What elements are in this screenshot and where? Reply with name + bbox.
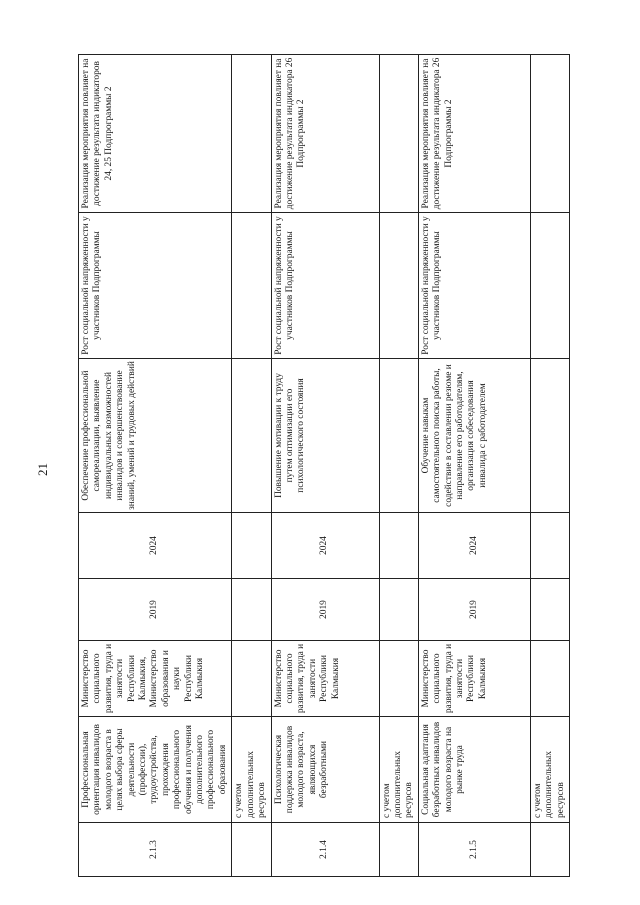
empty-cell <box>530 823 569 877</box>
row-number: 2.1.4 <box>271 823 379 877</box>
row-number: 2.1.5 <box>418 823 530 877</box>
table-row <box>530 55 569 877</box>
activity-cell: Социальная адаптация безработных инвалидов молодого возраста на рынке труда <box>418 717 530 823</box>
result-cell: Рост социальной напряженности у участников Подпрограммы <box>418 213 530 359</box>
end-year-cell: 2024 <box>271 513 379 579</box>
table-row <box>418 55 530 877</box>
empty-cell <box>232 641 271 717</box>
empty-cell <box>379 823 418 877</box>
row-number: 2.1.3 <box>79 823 232 877</box>
activities-table <box>78 54 570 877</box>
empty-cell <box>530 213 569 359</box>
empty-cell <box>530 55 569 213</box>
start-year-cell: 2019 <box>79 579 232 641</box>
page-number: 21 <box>35 463 50 476</box>
executor-cell: Министерство социального развития, труда и занятости Республики Калмыкия <box>271 641 379 717</box>
empty-cell <box>232 55 271 213</box>
start-year-cell: 2019 <box>418 579 530 641</box>
table-row <box>379 55 418 877</box>
empty-cell <box>232 359 271 513</box>
content-cell: Обеспечение профессиональной самореализации, выявление индивидуальных возможностей инвалидов и совершенствование знаний, умений и трудовых действий <box>79 359 232 513</box>
resources-cell: с учетом дополнительных ресурсов <box>232 717 271 823</box>
resources-cell: с учетом дополнительных ресурсов <box>379 717 418 823</box>
activity-cell: Психологическая поддержка инвалидов молодого возраста, являющихся безработными <box>271 717 379 823</box>
empty-cell <box>530 513 569 579</box>
result-cell: Рост социальной напряженности у участников Подпрограммы <box>79 213 232 359</box>
empty-cell <box>530 579 569 641</box>
empty-cell <box>530 359 569 513</box>
empty-cell <box>379 579 418 641</box>
indicator-cell: Реализация мероприятия повлияет на достижение результата индикатора 26 Подпрограммы 2 <box>271 55 379 213</box>
empty-cell <box>379 359 418 513</box>
empty-cell <box>379 641 418 717</box>
resources-cell: с учетом дополнительных ресурсов <box>530 717 569 823</box>
empty-cell <box>530 641 569 717</box>
result-cell: Рост социальной напряженности у участников Подпрограммы <box>271 213 379 359</box>
end-year-cell: 2024 <box>418 513 530 579</box>
table-row <box>232 55 271 877</box>
indicator-cell: Реализация мероприятия повлияет на достижение результата индикаторов 24, 25 Подпрограммы 2 <box>79 55 232 213</box>
empty-cell <box>379 513 418 579</box>
executor-cell: Министерство социального развития, труда и занятости Республики Калмыкия <box>418 641 530 717</box>
end-year-cell: 2024 <box>79 513 232 579</box>
content-cell: Обучение навыкам самостоятельного поиска работы, содействие в составлении резюме и направление его работодателям, организация собеседования инвалида с работодателем <box>418 359 530 513</box>
empty-cell <box>379 213 418 359</box>
table-row <box>79 55 232 877</box>
empty-cell <box>379 55 418 213</box>
table-row <box>271 55 379 877</box>
rotated-table-wrapper <box>78 55 566 877</box>
indicator-cell: Реализация мероприятия повлияет на достижение результата индикатора 26 Подпрограммы 2 <box>418 55 530 213</box>
empty-cell <box>232 579 271 641</box>
content-cell: Повышение мотивации к труду путем оптимизации его психологического состояния <box>271 359 379 513</box>
start-year-cell: 2019 <box>271 579 379 641</box>
empty-cell <box>232 213 271 359</box>
empty-cell <box>232 513 271 579</box>
executor-cell: Министерство социального развития, труда и занятости Республики Калмыкия, Министерство образования и науки Республики Калмыкия <box>79 641 232 717</box>
empty-cell <box>232 823 271 877</box>
activity-cell: Профессиональная ориентация инвалидов молодого возраста в целях выбора сферы деятельности (профессии), трудоустройства, прохождения профессионального обучения и получения дополнительного профессионального образования <box>79 717 232 823</box>
